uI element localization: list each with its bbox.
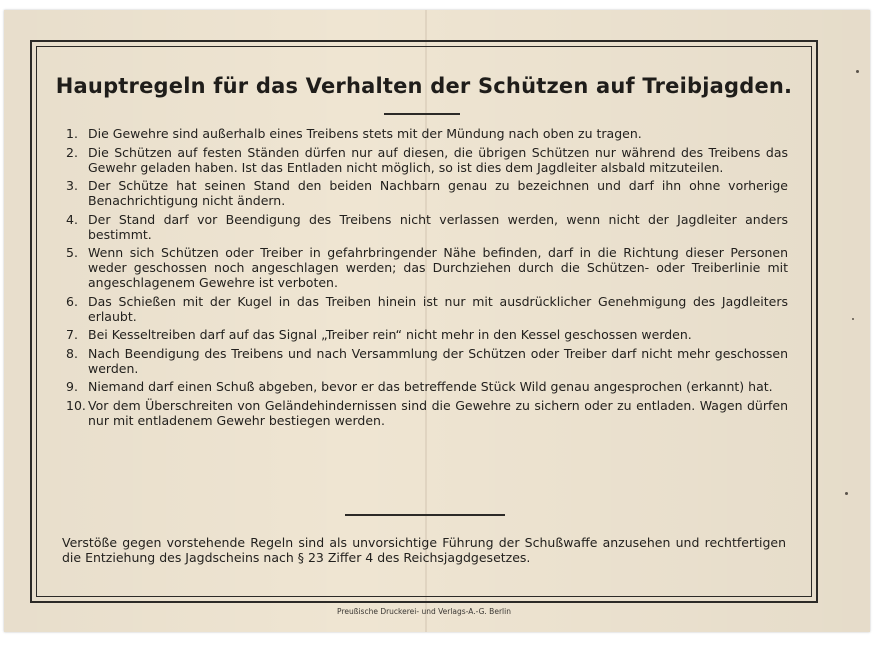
rule-item [66,212,788,242]
rule-item [66,379,788,394]
rule-text: Die Gewehre sind außerhalb eines Treibens stets mit der Mündung nach oben zu tragen. [88,126,642,141]
section-divider [345,514,505,516]
paper-speck [852,318,854,320]
rule-number: 7. [66,327,78,342]
rule-number: 10. [66,397,86,413]
rule-number: 2. [66,144,78,160]
document-title: Hauptregeln für das Verhalten der Schützen auf Treibjagden. [55,74,793,98]
rule-text: Nach Beendigung des Treibens und nach Versammlung der Schützen oder Treiber darf nicht mehr geschossen werden. [88,345,788,376]
rules-list [66,126,788,431]
rule-item [66,126,788,141]
paper-speck [856,70,859,73]
rule-item [66,327,788,342]
rule-text: Wenn sich Schützen oder Treiber in gefahrbringender Nähe befinden, darf in die Richtung dieser Personen weder geschossen noch angeschlagen werden; das Durchziehen durch die Schützen- oder Treiberlinie mit angeschlagenem Gewehre ist verboten. [88,245,788,290]
rule-text: Vor dem Überschreiten von Geländehindernissen sind die Gewehre zu sichern oder zu entladen. Wagen dürfen nur mit entladenem Gewehr bestiegen werden. [88,397,788,428]
rule-text: Niemand darf einen Schuß abgeben, bevor er das betreffende Stück Wild genau angesprochen (erkannt) hat. [88,379,773,394]
rule-item [66,245,788,290]
rule-number: 5. [66,245,78,260]
rule-item [66,145,788,175]
rule-item [66,178,788,208]
rule-number: 8. [66,345,78,361]
rule-number: 4. [66,211,78,227]
rule-text: Der Stand darf vor Beendigung des Treibens nicht verlassen werden, wenn nicht der Jagdleiter anders bestimmt. [88,211,788,242]
rule-number: 1. [66,126,78,141]
rule-number: 3. [66,178,78,193]
rule-text: Das Schießen mit der Kugel in das Treiben hinein ist nur mit ausdrücklicher Genehmigung des Jagdleiters erlaubt. [88,293,788,324]
footer-note: Verstöße gegen vorstehende Regeln sind als unvorsichtige Führung der Schußwaffe anzusehen und rechtfertigen die Entziehung des Jagdscheins nach § 23 Ziffer 4 des Reichsjagdgesetzes. [62,535,786,565]
rule-number: 6. [66,293,78,309]
printer-imprint: Preußische Druckerei- und Verlags-A.-G. Berlin [337,607,511,616]
title-divider [384,113,460,115]
paper-speck [845,492,848,495]
rule-text: Der Schütze hat seinen Stand den beiden Nachbarn genau zu bezeichnen und darf ihn ohne vorherige Benachrichtigung nicht ändern. [88,178,788,208]
rule-item [66,294,788,324]
rule-text: Bei Kesseltreiben darf auf das Signal „Treiber rein“ nicht mehr in den Kessel geschossen werden. [88,327,692,342]
rule-item [66,398,788,428]
rule-text: Die Schützen auf festen Ständen dürfen nur auf diesen, die übrigen Schützen nur während des Treibens das Gewehr geladen haben. Ist das Entladen nicht möglich, so ist dies dem Jagdleiter alsbald mitzuteilen. [88,144,788,175]
rule-number: 9. [66,379,78,394]
rule-item [66,346,788,376]
